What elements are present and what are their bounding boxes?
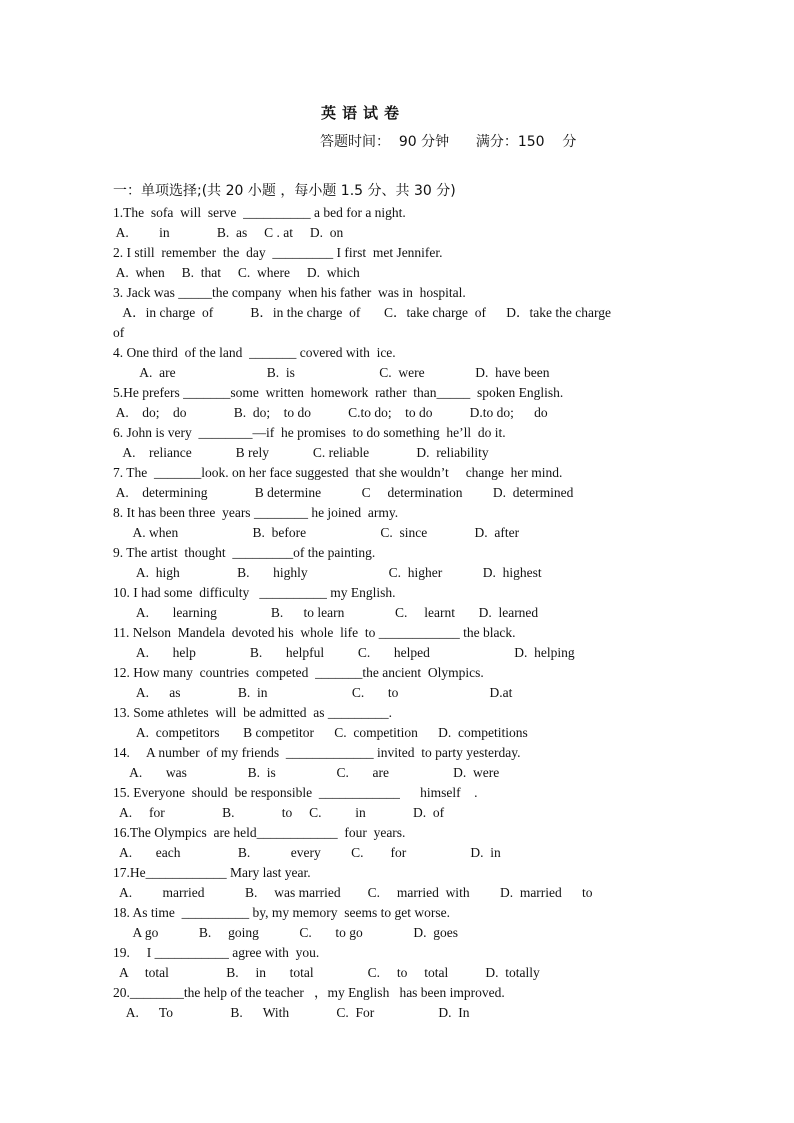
question-18-stem: 18. As time __________ by, my memory seems to get worse. [113,905,450,920]
question-1-options: A. in B. as C . at D. on [113,225,344,240]
section-heading: 一：单项选择;(共 20 小题 ，每小题 1.5 分、共 30 分) [113,183,456,199]
question-17-stem: 17.He____________ Mary last year. [113,865,311,880]
question-3-stem: 3. Jack was _____the company when his father was in hospital. [113,285,466,300]
question-13-options: A. competitors B competitor C. competition D. competitions [113,725,528,740]
question-16-options: A. each B. every C. for D. in [113,845,501,860]
question-3-options-wrap: of [113,325,125,340]
question-8-options: A. when B. before C. since D. after [113,525,520,540]
question-2-options: A. when B. that C. where D. which [113,265,360,280]
question-5-stem: 5.He prefers _______some written homework rather than_____ spoken English. [113,385,564,400]
question-11-options: A. help B. helpful C. helped D. helping [113,645,575,660]
question-15-stem: 15. Everyone should be responsible ____________ himself . [113,785,478,800]
question-11-stem: 11. Nelson Mandela devoted his whole life to ____________ the black. [113,625,516,640]
question-10-stem: 10. I had some difficulty __________ my English. [113,585,396,600]
question-6-options: A. reliance B rely C. reliable D. reliability [113,445,489,460]
question-13-stem: 13. Some athletes will be admitted as _________. [113,705,392,720]
question-3-options: A．in charge of B．in the charge of C．take charge of D．take the charge [113,305,611,320]
question-18-options: A go B. going C. to go D. goes [113,925,459,940]
question-4-stem: 4. One third of the land _______ covered with ice. [113,345,396,360]
exam-info: 答题时间： 90 分钟 满分：150 分 [320,134,577,150]
question-1-stem: 1.The sofa will serve __________ a bed for a night. [113,205,406,220]
question-19-options: A total B. in total C. to total D. totally [113,965,540,980]
question-12-options: A. as B. in C. to D.at [113,685,513,700]
question-14-options: A. was B. is C. are D. were [113,765,500,780]
question-16-stem: 16.The Olympics are held____________ four years. [113,825,406,840]
question-2-stem: 2. I still remember the day _________ I first met Jennifer. [113,245,443,260]
question-20-options: A. To B. With C. For D. In [113,1005,470,1020]
question-15-options: A. for B. to C. in D. of [113,805,445,820]
question-14-stem: 14. A number of my friends _____________ invited to party yesterday. [113,745,521,760]
question-6-stem: 6. John is very ________—if he promises to do something he’ll do it. [113,425,506,440]
question-7-stem: 7. The _______look. on her face suggested that she wouldn’t change her mind. [113,465,563,480]
question-9-options: A. high B. highly C. higher D. highest [113,565,542,580]
question-19-stem: 19. I ___________ agree with you. [113,945,320,960]
question-5-options: A. do; do B. do; to do C.to do; to do D.to do; do [113,405,548,420]
question-9-stem: 9. The artist thought _________of the painting. [113,545,376,560]
question-17-options: A. married B. was married C. married with D. married to [113,885,593,900]
question-7-options: A. determining B determine C determination D. determined [113,485,574,500]
question-20-stem: 20.________the help of the teacher ，my English has been improved. [113,985,505,1000]
question-4-options: A. are B. is C. were D. have been [113,365,550,380]
exam-title: 英语试卷 [321,104,406,122]
question-12-stem: 12. How many countries competed _______the ancient Olympics. [113,665,484,680]
question-10-options: A. learning B. to learn C. learnt D. learned [113,605,539,620]
question-8-stem: 8. It has been three years ________ he joined army. [113,505,399,520]
